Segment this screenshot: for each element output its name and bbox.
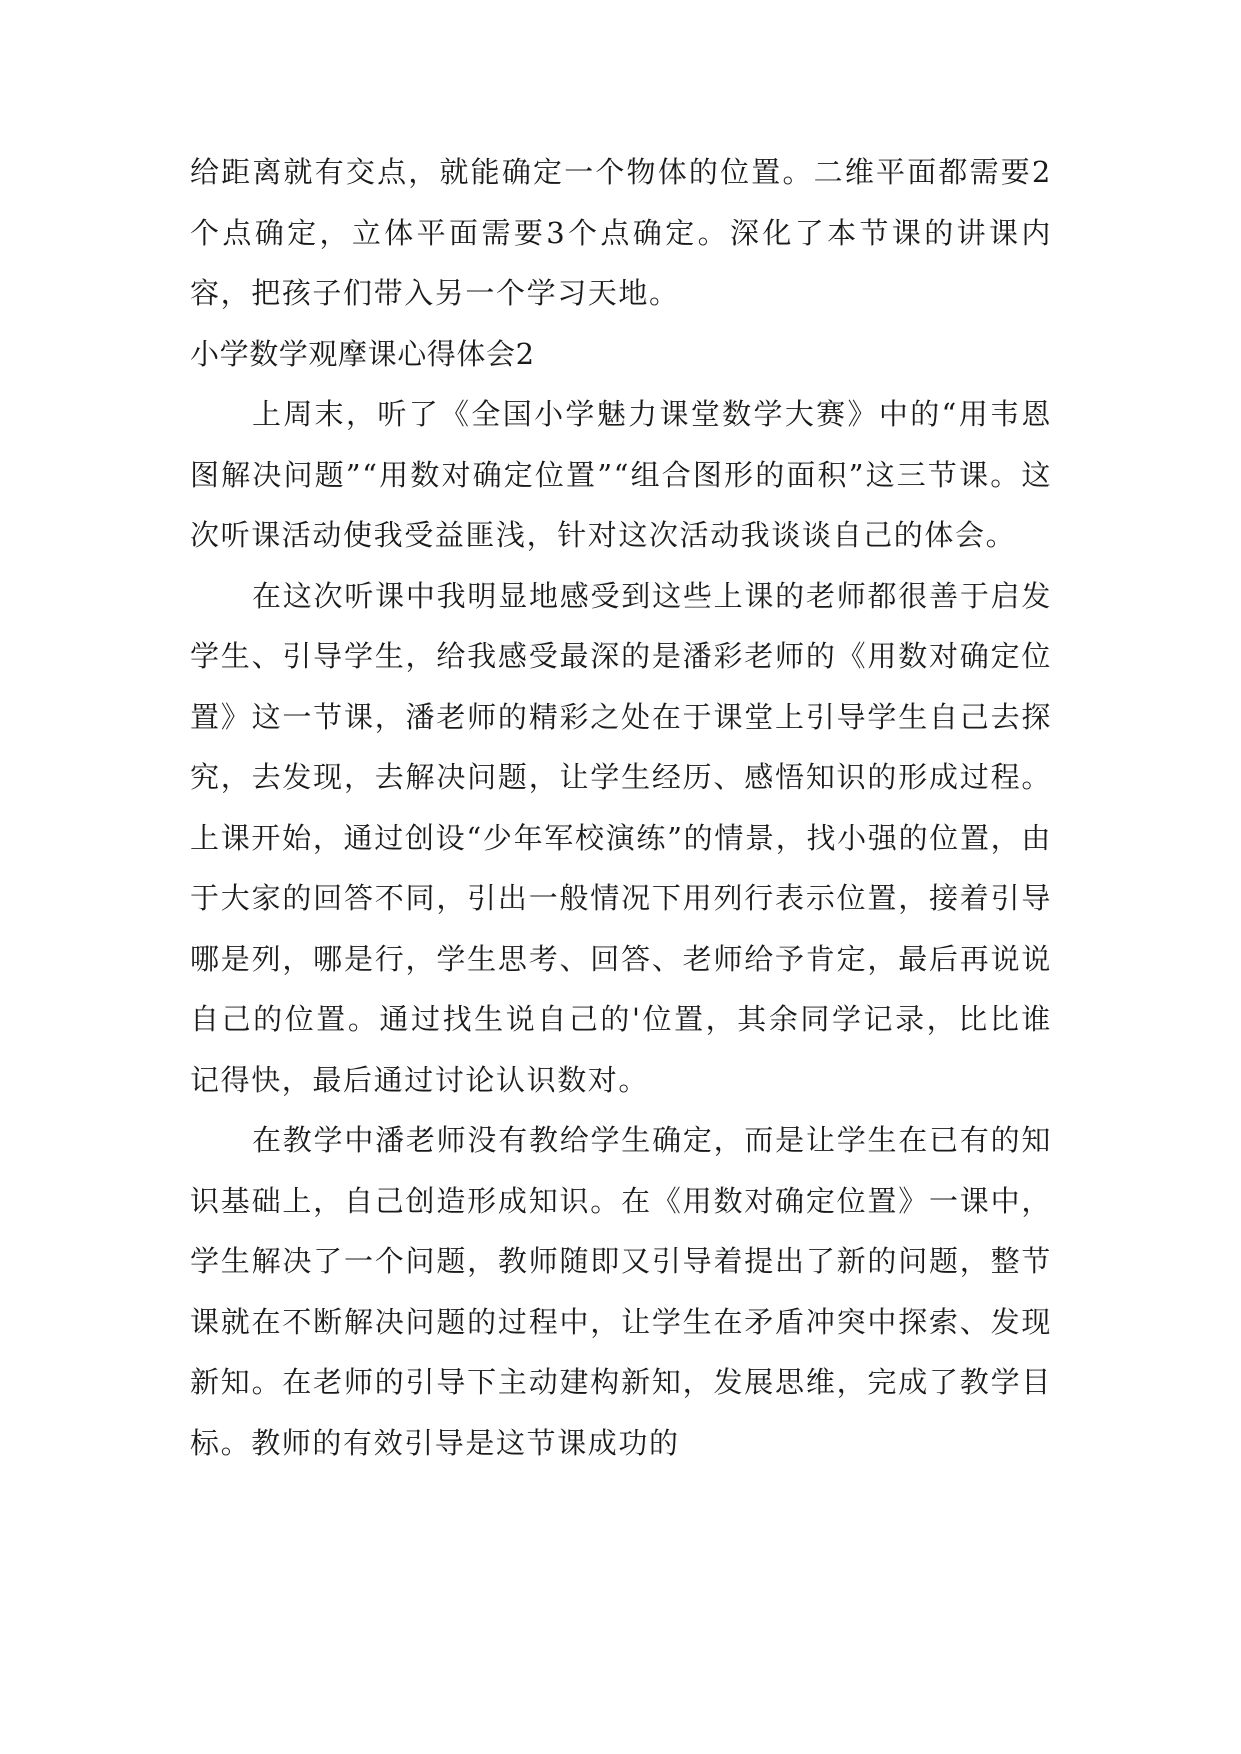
continuation-paragraph: 给距离就有交点，就能确定一个物体的位置。二维平面都需要2个点确定，立体平面需要3个点确定。深化了本节课的讲课内容，把孩子们带入另一个学习天地。 (190, 155, 1052, 310)
body-paragraph: 在教学中潘老师没有教给学生确定，而是让学生在已有的知识基础上，自己创造形成知识。在《用数对确定位置》一课中，学生解决了一个问题，教师随即又引导着提出了新的问题，整节课就在不断解决问题的过程中，让学生在矛盾冲突中探索、发现新知。在老师的引导下主动建构新知，发展思维，完成了教学目标。教师的有效引导是这节课成功的 (190, 1123, 1052, 1460)
section-title: 小学数学观摩课心得体会2 (190, 336, 535, 371)
document-body (190, 142, 1052, 1473)
body-paragraph: 上周末，听了《全国小学魅力课堂数学大赛》中的“用韦恩图解决问题”“用数对确定位置”“组合图形的面积”这三节课。这次听课活动使我受益匪浅，针对这次活动我谈谈自己的体会。 (190, 397, 1052, 552)
body-paragraph: 在这次听课中我明显地感受到这些上课的老师都很善于启发学生、引导学生，给我感受最深的是潘彩老师的《用数对确定位置》这一节课，潘老师的精彩之处在于课堂上引导学生自己去探究，去发现，去解决问题，让学生经历、感悟知识的形成过程。上课开始，通过创设“少年军校演练”的情景，找小强的位置，由于大家的回答不同，引出一般情况下用列行表示位置，接着引导哪是列，哪是行，学生思考、回答、老师给予肯定，最后再说说自己的位置。通过找生说自己的'位置，其余同学记录，比比谁记得快，最后通过讨论认识数对。 (190, 578, 1052, 1097)
